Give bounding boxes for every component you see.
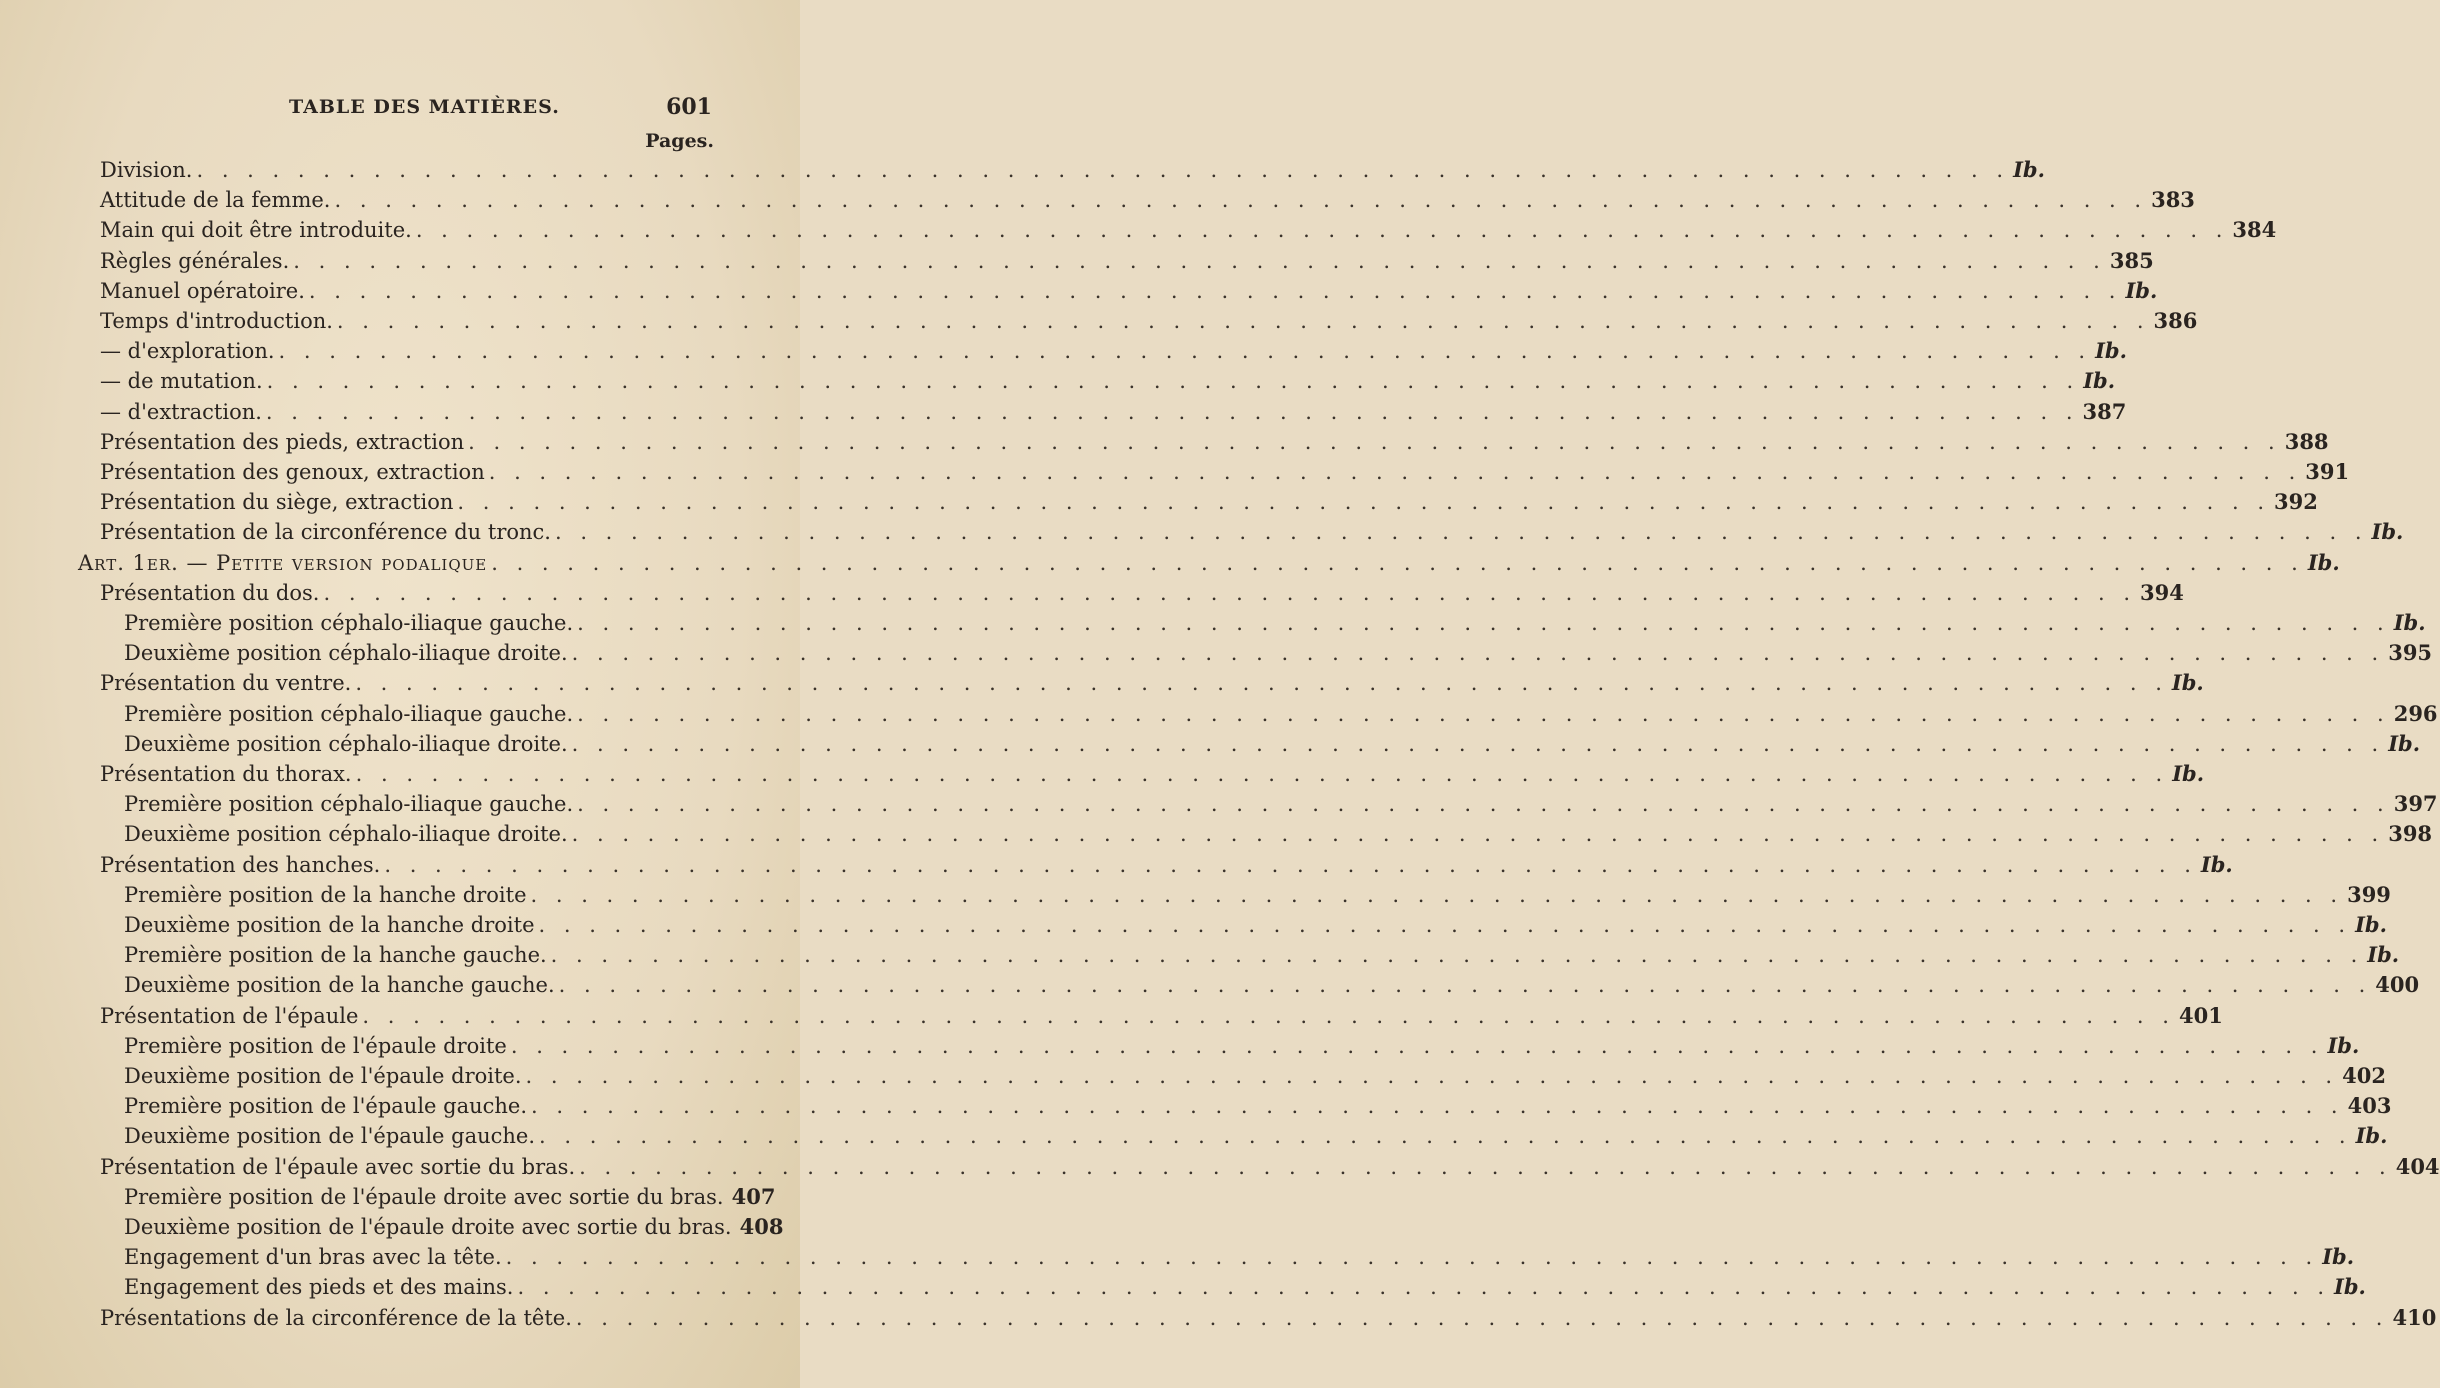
dot-leader (279, 339, 2092, 363)
toc-entry (124, 1123, 2388, 1153)
toc-entry-page: 399 (2347, 881, 2391, 907)
toc-entry (124, 1032, 2360, 1063)
toc-entry-label: Deuxième position de l'épaule droite avec sortie du bras. (124, 1215, 732, 1239)
toc-entry-page: Ib. (2172, 761, 2205, 786)
dot-leader (356, 762, 2169, 786)
toc-entry (100, 1153, 2440, 1184)
toc-entry-page: 386 (2153, 308, 2198, 333)
toc-entry (100, 368, 2116, 398)
toc-entry (124, 640, 2433, 670)
toc-entry (124, 1214, 784, 1244)
toc-entry (100, 1002, 2223, 1033)
toc-entry-page: 410 (2392, 1304, 2437, 1330)
dot-leader (416, 218, 2229, 242)
toc-entry-label: Règles générales. (100, 248, 290, 273)
toc-entry-page: Ib. (2393, 610, 2426, 635)
toc-entry-page: Ib. (2083, 368, 2116, 394)
page-number: 601 (666, 94, 712, 120)
toc-entry-page: Ib. (2125, 277, 2158, 303)
toc-entry (100, 277, 2158, 308)
toc-entry-label: Deuxième position de l'épaule gauche. (124, 1124, 536, 1149)
toc-entry (124, 700, 2438, 731)
dot-leader (506, 1245, 2319, 1269)
dot-leader (267, 369, 2080, 393)
dot-leader (572, 732, 2385, 756)
toc-entry-page: Ib. (2327, 1032, 2360, 1058)
toc-entry (78, 549, 2340, 580)
dot-leader (555, 520, 2368, 544)
dot-leader (526, 1064, 2339, 1088)
toc-entry-page: 392 (2274, 489, 2318, 515)
dot-leader (362, 1004, 2175, 1028)
dot-leader (551, 943, 2364, 967)
toc-entry-label: Présentation des pieds, extraction (100, 429, 465, 454)
toc-entry-label: Première position céphalo-iliaque gauche. (124, 792, 574, 817)
toc-entry-page: 296 (2393, 700, 2438, 726)
toc-entry-page: Ib. (2334, 1274, 2366, 1300)
toc-entry-page: 402 (2342, 1063, 2386, 1088)
toc-entry (124, 791, 2438, 821)
toc-entry (124, 942, 2400, 972)
dot-leader (531, 1094, 2344, 1118)
toc-entry (100, 338, 2127, 368)
dot-leader (337, 309, 2150, 333)
dot-leader (266, 400, 2079, 424)
dot-leader (517, 1275, 2330, 1299)
toc-entry-label: Deuxième position de la hanche droite (124, 913, 535, 937)
dot-leader (468, 430, 2281, 454)
toc-entry-page: 403 (2347, 1093, 2392, 1119)
toc-entry-label: — d'extraction. (100, 399, 262, 424)
toc-entry (100, 247, 2154, 278)
toc-entry-label: Manuel opératoire. (100, 278, 305, 303)
toc-entry (124, 912, 2387, 942)
toc-entry-label: Deuxième position de l'épaule droite. (124, 1064, 522, 1088)
toc-entry (124, 730, 2421, 761)
toc-entry-label: Présentation des genoux, extraction (100, 460, 485, 484)
toc-entry-label: Deuxième position de la hanche gauche. (124, 973, 555, 998)
toc-entry-label: Temps d'introduction. (100, 309, 333, 333)
dot-leader (355, 671, 2168, 695)
dot-leader (579, 1155, 2392, 1179)
toc-entry (100, 459, 2350, 489)
toc-entry-page: Ib. (2371, 519, 2404, 545)
toc-entry-page: 391 (2305, 459, 2350, 484)
toc-entry (100, 489, 2318, 519)
toc-entry (100, 398, 2127, 429)
toc-entry-page: 385 (2109, 247, 2154, 273)
toc-entry-label: Engagement des pieds et des mains. (124, 1275, 514, 1300)
toc-entry-page: 387 (2082, 398, 2127, 424)
toc-entry-label: Première position de l'épaule gauche. (124, 1094, 528, 1119)
toc-entry-page: Ib. (2013, 157, 2045, 182)
toc-entry-page: Ib. (2095, 338, 2127, 364)
toc-entry (100, 761, 2205, 791)
toc-entry-label: Présentation de l'épaule (100, 1003, 359, 1028)
dot-leader (559, 973, 2372, 997)
dot-leader (196, 158, 2009, 182)
dot-leader (572, 641, 2385, 665)
toc-entry-page: 398 (2388, 821, 2433, 847)
toc-entry (100, 217, 2277, 247)
toc-entry-page: Ib. (2200, 851, 2233, 877)
toc-entry-page: 388 (2284, 428, 2329, 454)
pages-column-label: Pages. (645, 130, 714, 152)
toc-entry-label: Main qui doit être introduite. (100, 218, 412, 243)
toc-entry-label: — d'exploration. (100, 339, 275, 364)
toc-entry-label: Présentation du dos. (100, 580, 320, 605)
dot-leader (293, 249, 2106, 273)
toc-entry-label: Première position de la hanche gauche. (124, 943, 547, 968)
dot-leader (457, 490, 2270, 514)
toc-entry-label: — de mutation. (100, 369, 263, 394)
toc-entry-label: Première position céphalo-iliaque gauche. (124, 701, 574, 726)
dot-leader (491, 551, 2304, 575)
toc-entry-page: 394 (2140, 579, 2184, 605)
toc-entry-label: Engagement d'un bras avec la tête. (124, 1245, 502, 1270)
toc-entry-label: Division. (100, 158, 193, 182)
toc-entry-page: 401 (2178, 1002, 2223, 1028)
running-title: TABLE DES MATIÈRES. (289, 96, 560, 118)
toc-entry-page: Ib. (2367, 942, 2400, 968)
toc-entry-label: Présentations de la circonférence de la tête. (100, 1305, 572, 1330)
toc-entry-label: Première position de la hanche droite (124, 882, 527, 907)
toc-entry-page: 408 (739, 1214, 784, 1239)
toc-entry (124, 1183, 776, 1214)
dot-leader (384, 853, 2197, 877)
toc-entry-label: Première position de l'épaule droite avec sortie du bras. (124, 1184, 724, 1209)
dot-leader (489, 460, 2302, 484)
page-header (0, 96, 800, 126)
toc-entry-page: Ib. (2355, 1123, 2388, 1149)
toc-entry (100, 157, 2045, 187)
toc-entry-page: Ib. (2307, 549, 2340, 575)
toc-entry-page: 383 (2151, 187, 2195, 213)
toc-entry (100, 519, 2404, 549)
toc-entry (100, 187, 2195, 217)
toc-entry (124, 972, 2420, 1002)
toc-entry-label: Présentation de l'épaule avec sortie du bras. (100, 1154, 576, 1179)
toc-entry-label: Présentation de la circonférence du tronc. (100, 520, 551, 545)
toc-entry (124, 610, 2426, 640)
toc-entry (100, 1304, 2437, 1335)
toc-entry (100, 851, 2233, 882)
toc-entry-label: Présentation du thorax. (100, 762, 352, 786)
toc-entry (100, 428, 2329, 459)
dot-leader (335, 188, 2148, 212)
toc-entry (124, 1244, 2355, 1274)
dot-leader (572, 822, 2385, 846)
toc-entry (100, 308, 2198, 338)
toc-entry-label: Première position céphalo-iliaque gauche. (124, 611, 574, 635)
toc-entry (100, 670, 2204, 700)
toc-entry (124, 1093, 2392, 1123)
toc-entry-page: Ib. (2388, 730, 2421, 756)
toc-entry-page: 407 (731, 1183, 776, 1209)
toc-entry-page: 395 (2388, 640, 2433, 666)
toc-entry-page: 400 (2375, 972, 2420, 998)
toc-entry (124, 1274, 2366, 1304)
toc-entry-page: Ib. (2355, 912, 2387, 937)
toc-entry-label: Attitude de la femme. (100, 188, 331, 213)
dot-leader (577, 611, 2390, 635)
toc-entry-label: Art. 1er. — Petite version podalique (78, 550, 488, 575)
dot-leader (531, 883, 2344, 907)
toc-entry-page: Ib. (2171, 670, 2204, 696)
dot-leader (577, 702, 2390, 726)
toc-entry (124, 1063, 2386, 1093)
dot-leader (576, 1306, 2389, 1330)
dot-leader (309, 279, 2122, 303)
dot-leader (539, 1124, 2352, 1148)
toc-entry-page: 397 (2393, 791, 2438, 817)
toc-entry-label: Présentation du ventre. (100, 671, 352, 696)
dot-leader (323, 581, 2136, 605)
toc-entry (100, 579, 2184, 610)
toc-entry (124, 821, 2433, 851)
toc-entry-page: Ib. (2322, 1244, 2355, 1270)
toc-entry-label: Deuxième position céphalo-iliaque droite. (124, 731, 568, 756)
dot-leader (539, 913, 2352, 937)
toc-entry-label: Présentation du siège, extraction (100, 490, 454, 515)
toc-entry (124, 881, 2391, 912)
toc-entry-label: Présentation des hanches. (100, 852, 381, 877)
toc-entry-page: 404 (2395, 1153, 2440, 1179)
dot-leader (511, 1034, 2324, 1058)
dot-leader (577, 792, 2390, 816)
toc-entry-label: Deuxième position céphalo-iliaque droite. (124, 822, 568, 847)
toc-entry-page: 384 (2232, 217, 2277, 243)
toc-entry-label: Deuxième position céphalo-iliaque droite. (124, 641, 568, 666)
toc-entry-label: Première position de l'épaule droite (124, 1033, 507, 1058)
